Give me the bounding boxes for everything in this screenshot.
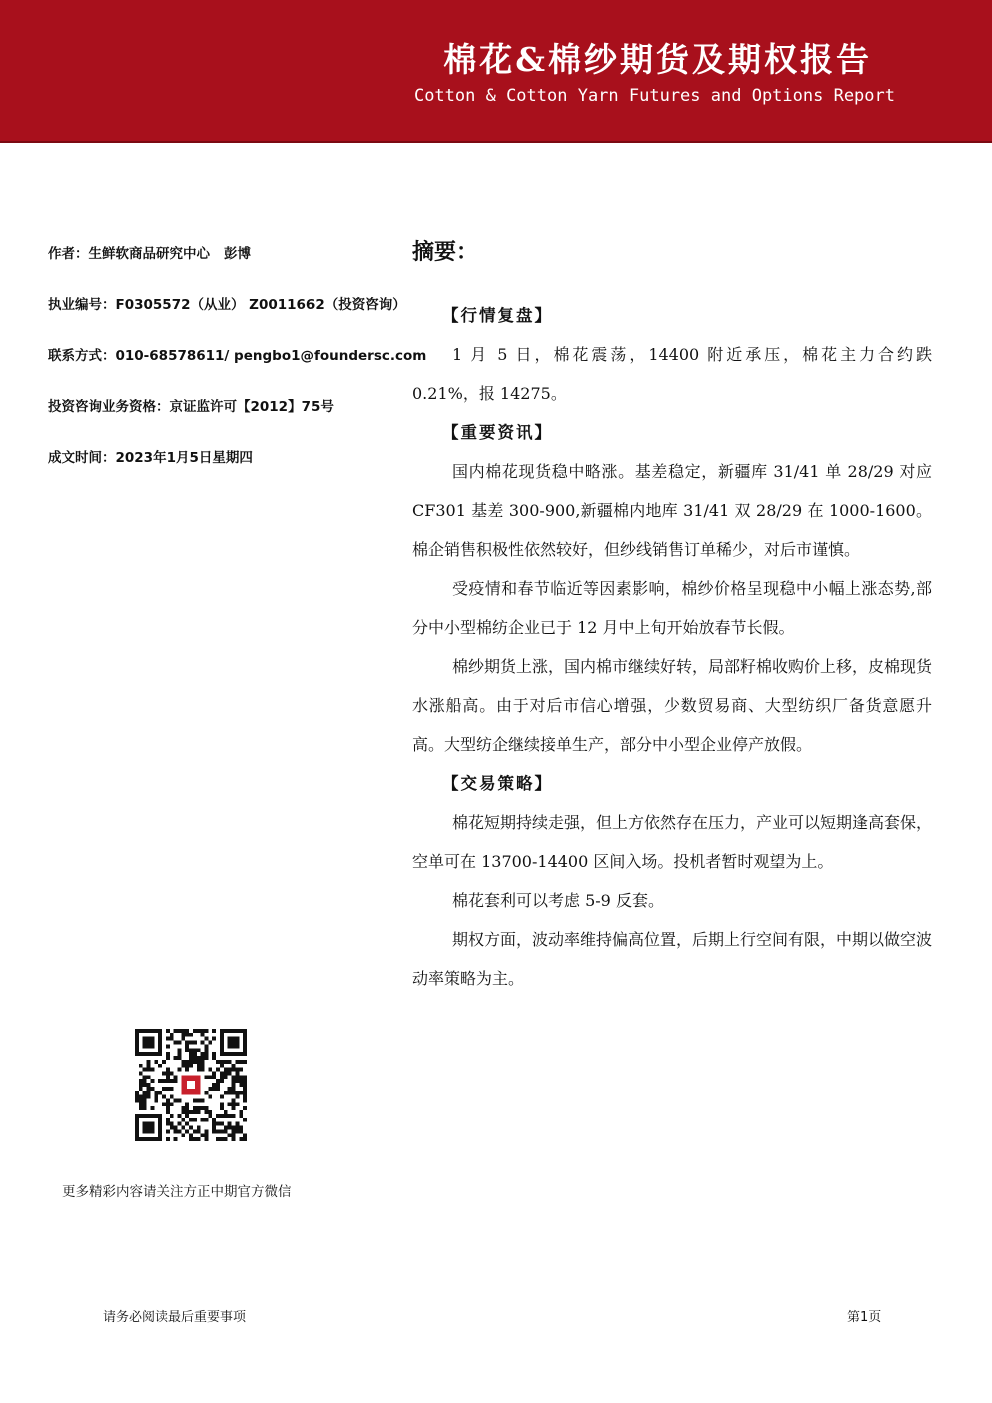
author-label: 作者： xyxy=(48,246,89,262)
report-subtitle: Cotton & Cotton Yarn Futures and Options Report xyxy=(413,86,895,106)
license-number: 执业编号：F0305572（从业） Z0011662（投资咨询） xyxy=(48,297,406,313)
report-date: 成文时间：2023年1月5日星期四 xyxy=(48,450,253,466)
summary-paragraph: 棉花套利可以考虑 5-9 反套。 xyxy=(452,891,664,910)
footer-notice: 请务必阅读最后重要事项 xyxy=(103,1310,247,1325)
summary-column xyxy=(412,236,932,998)
page-number: 第1页 xyxy=(847,1310,882,1325)
report-banner xyxy=(0,0,992,143)
author-name: 彭博 xyxy=(224,246,251,262)
author-dept: 生鲜软商品研究中心 xyxy=(88,246,210,262)
author-line xyxy=(48,244,398,264)
author-info-column xyxy=(48,244,427,499)
qr-code-icon xyxy=(135,1029,247,1141)
section-heading: 【交易策略】 xyxy=(442,774,553,793)
summary-paragraph: 期权方面，波动率维持偏高位置，后期上行空间有限，中期以做空波动率策略为主。 xyxy=(412,930,933,988)
summary-paragraph: 国内棉花现货稳中略涨。基差稳定，新疆库 31/41 单 28/29 对应 CF301 基差 300-900,新疆棉内地库 31/41 双 28/29 在 1000-1600。棉企销售积极性依然较好，但纱线销售订单稀少，对后市谨慎。 xyxy=(412,462,932,559)
report-title: 棉花&棉纱期货及期权报告 xyxy=(443,40,872,79)
section-heading: 【行情复盘】 xyxy=(442,306,553,325)
summary-paragraph: 1 月 5 日，棉花震荡，14400 附近承压，棉花主力合约跌 0.21%，报 14275。 xyxy=(412,345,932,403)
section-heading: 【重要资讯】 xyxy=(442,423,553,442)
summary-paragraph: 棉花短期持续走强，但上方依然存在压力，产业可以短期逢高套保，空单可在 13700-14400 区间入场。投机者暂时观望为上。 xyxy=(412,813,933,871)
summary-paragraph: 受疫情和春节临近等因素影响，棉纱价格呈现稳中小幅上涨态势,部分中小型棉纺企业已于 12 月中上旬开始放春节长假。 xyxy=(412,579,932,637)
qualification: 投资咨询业务资格：京证监许可【2012】75号 xyxy=(48,399,334,415)
summary-title: 摘要： xyxy=(412,240,479,265)
qr-caption: 更多精彩内容请关注方正中期官方微信 xyxy=(62,1184,292,1200)
summary-paragraph: 棉纱期货上涨，国内棉市继续好转，局部籽棉收购价上移，皮棉现货水涨船高。由于对后市信心增强，少数贸易商、大型纺织厂备货意愿升高。大型纺企继续接单生产，部分中小型企业停产放假。 xyxy=(412,657,933,754)
contact-info: 联系方式：010-68578611/ pengbo1@foundersc.com xyxy=(48,348,427,364)
